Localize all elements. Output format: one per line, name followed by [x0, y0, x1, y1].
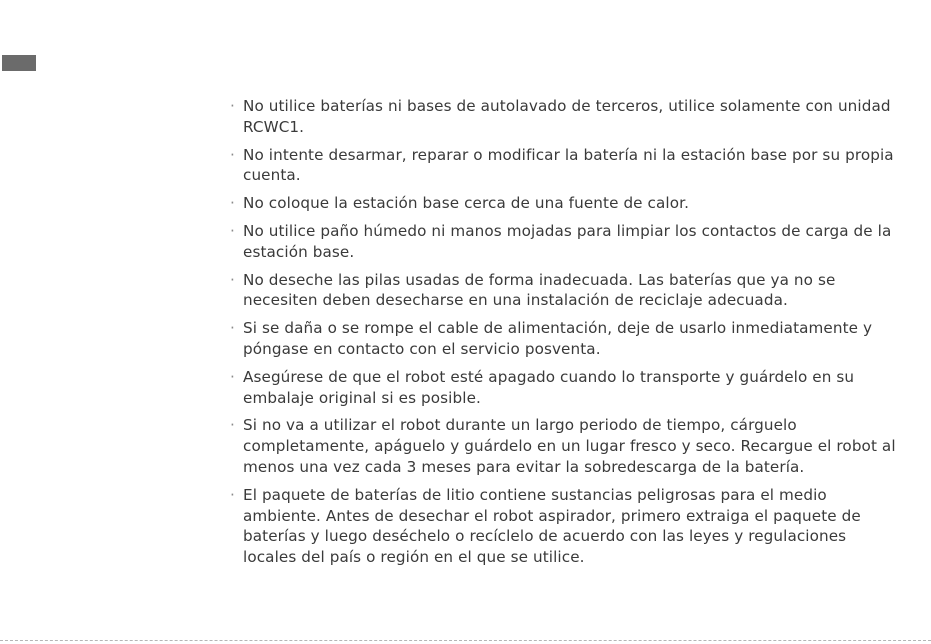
- bullet-icon: ·: [230, 416, 235, 435]
- list-item-text: El paquete de baterías de litio contiene sustancias peligrosas para el medio ambiente. Antes de desechar el robot aspirador, primero extraiga el paquete de baterías y luego deséchelo o recíclelo de acuerdo con las leyes y regulaciones locales del país o región en el que se utilice.: [243, 485, 861, 567]
- bullet-icon: ·: [230, 145, 235, 164]
- list-item: [230, 318, 900, 360]
- list-item: [230, 221, 900, 263]
- list-item: [230, 485, 900, 568]
- list-item: [230, 96, 900, 138]
- list-item-text: No utilice baterías ni bases de autolavado de terceros, utilice solamente con unidad RCWC1.: [243, 97, 891, 136]
- bullet-icon: ·: [230, 367, 235, 386]
- list-item: [230, 145, 900, 187]
- list-item-text: No utilice paño húmedo ni manos mojadas para limpiar los contactos de carga de la estación base.: [243, 221, 892, 261]
- list-item: [230, 270, 900, 312]
- list-item-text: Si se daña o se rompe el cable de alimentación, deje de usarlo inmediatamente y póngase en contacto con el servicio posventa.: [243, 319, 873, 358]
- safety-instructions-list: [230, 96, 900, 575]
- page-section-tab: [2, 55, 36, 71]
- bullet-icon: ·: [230, 194, 235, 213]
- page-bottom-divider: [0, 640, 931, 641]
- list-item: [230, 367, 900, 409]
- list-item-text: Si no va a utilizar el robot durante un largo periodo de tiempo, cárguelo completamente, apáguelo y guárdelo en un lugar fresco y seco. Recargue el robot al menos una vez cada 3 meses para evitar la sobredescarga de la batería.: [243, 416, 896, 476]
- list-item-text: No intente desarmar, reparar o modificar la batería ni la estación base por su propia cuenta.: [243, 145, 894, 185]
- list-item-text: No deseche las pilas usadas de forma inadecuada. Las baterías que ya no se necesiten deben desecharse en una instalación de reciclaje adecuada.: [243, 270, 836, 310]
- bullet-icon: ·: [230, 319, 235, 338]
- bullet-icon: ·: [230, 485, 235, 504]
- bullet-icon: ·: [230, 270, 235, 289]
- list-item-text: No coloque la estación base cerca de una fuente de calor.: [243, 194, 690, 213]
- list-item-text: Asegúrese de que el robot esté apagado cuando lo transporte y guárdelo en su embalaje original si es posible.: [243, 367, 855, 407]
- bullet-icon: ·: [230, 97, 235, 115]
- list-item: [230, 415, 900, 477]
- list-item: [230, 193, 900, 214]
- bullet-icon: ·: [230, 221, 235, 240]
